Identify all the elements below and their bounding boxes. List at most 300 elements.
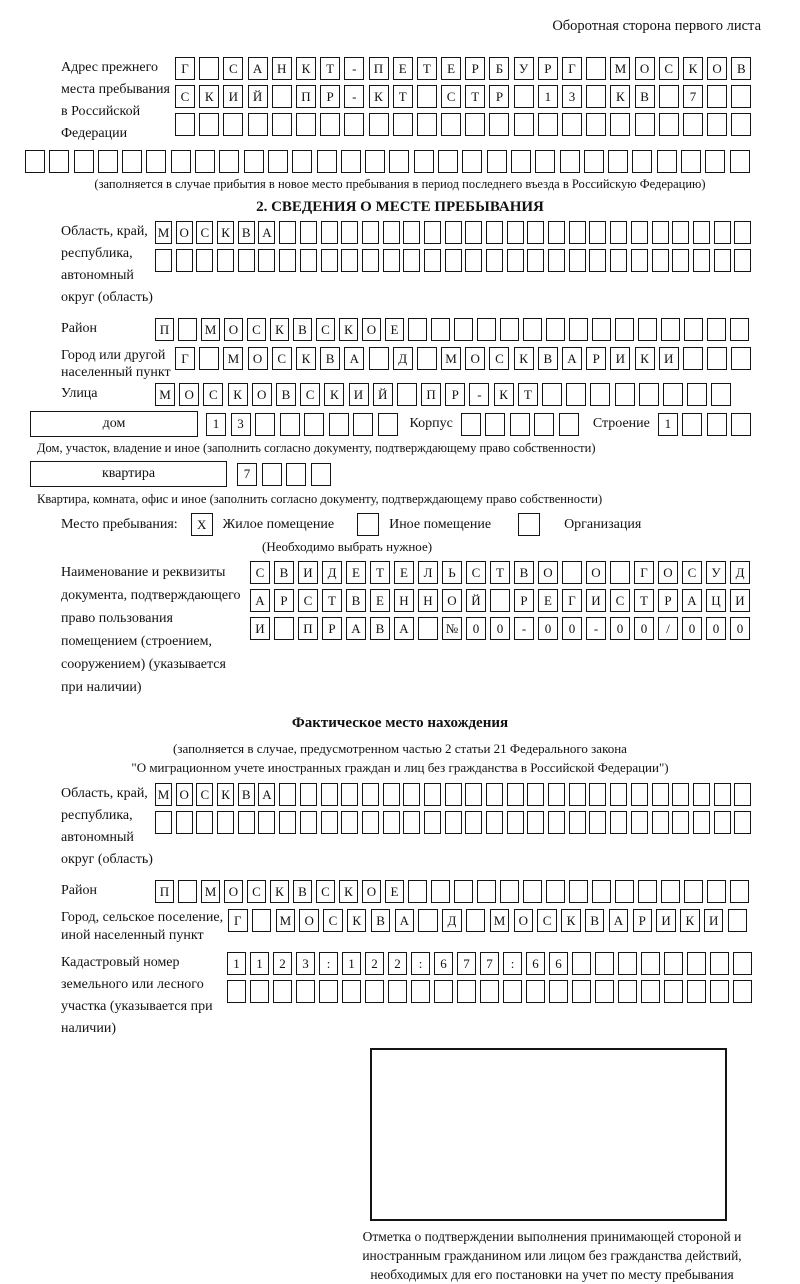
char-cell: О <box>586 561 606 584</box>
char-cell: Р <box>514 589 534 612</box>
doc-field <box>25 561 775 699</box>
char-cell <box>408 880 427 903</box>
char-cell <box>514 85 534 108</box>
char-cell: И <box>250 617 270 640</box>
char-cell: В <box>371 909 391 932</box>
char-cell: Ц <box>706 589 726 612</box>
char-cell: Б <box>489 57 509 80</box>
char-cell: К <box>217 783 234 806</box>
char-cell <box>728 909 748 932</box>
char-cell <box>175 113 195 136</box>
district-row <box>155 318 749 341</box>
char-cell: С <box>682 561 702 584</box>
char-cell: У <box>706 561 726 584</box>
char-cell: С <box>659 57 679 80</box>
char-cell <box>526 980 545 1003</box>
char-cell <box>589 783 606 806</box>
char-cell <box>672 783 689 806</box>
char-cell <box>397 383 417 406</box>
char-cell <box>155 249 172 272</box>
char-cell: О <box>224 880 243 903</box>
actual-region-row-2 <box>155 811 751 834</box>
char-cell <box>98 150 118 173</box>
char-cell <box>250 980 269 1003</box>
region-row-1 <box>155 221 751 244</box>
char-cell: : <box>411 952 430 975</box>
char-cell <box>219 150 239 173</box>
char-cell <box>268 150 288 173</box>
char-cell <box>584 150 604 173</box>
char-cell: 0 <box>466 617 486 640</box>
char-cell <box>661 880 680 903</box>
char-cell: С <box>441 85 461 108</box>
char-cell <box>730 150 750 173</box>
city-field <box>25 347 775 381</box>
char-cell <box>507 783 524 806</box>
char-cell <box>693 783 710 806</box>
char-cell <box>485 413 505 436</box>
char-cell: О <box>465 347 485 370</box>
char-cell <box>631 221 648 244</box>
char-cell: Р <box>322 617 342 640</box>
char-cell <box>683 347 703 370</box>
cadastre-row-2 <box>227 980 752 1003</box>
zhiloe-label: Жилое помещение <box>222 516 335 532</box>
char-cell: К <box>228 383 248 406</box>
char-cell <box>559 413 579 436</box>
char-cell: 6 <box>549 952 568 975</box>
char-cell <box>610 783 627 806</box>
actual-district-field <box>25 880 775 903</box>
char-cell <box>707 318 726 341</box>
char-cell: О <box>635 57 655 80</box>
char-cell <box>465 221 482 244</box>
char-cell: П <box>155 318 174 341</box>
char-cell: Р <box>633 909 653 932</box>
char-cell: - <box>514 617 534 640</box>
char-cell: О <box>362 318 381 341</box>
char-cell <box>462 150 482 173</box>
char-cell <box>514 113 534 136</box>
char-cell: К <box>514 347 534 370</box>
char-cell: Д <box>322 561 342 584</box>
char-cell <box>431 318 450 341</box>
char-cell <box>465 249 482 272</box>
char-cell <box>341 811 358 834</box>
char-cell: О <box>252 383 272 406</box>
char-cell: В <box>320 347 340 370</box>
char-cell <box>362 221 379 244</box>
char-cell: 3 <box>231 413 251 436</box>
char-cell <box>615 318 634 341</box>
char-cell: 0 <box>490 617 510 640</box>
char-cell: В <box>274 561 294 584</box>
char-cell <box>572 952 591 975</box>
char-cell: 0 <box>706 617 726 640</box>
char-cell <box>569 318 588 341</box>
char-cell <box>590 383 610 406</box>
char-cell: А <box>682 589 702 612</box>
korpus-cells <box>461 413 579 436</box>
char-cell <box>610 561 630 584</box>
char-cell: Е <box>394 561 414 584</box>
actual-district-row <box>155 880 749 903</box>
char-cell: 0 <box>538 617 558 640</box>
char-cell <box>49 150 69 173</box>
actual-region-row-1 <box>155 783 751 806</box>
char-cell: 0 <box>634 617 654 640</box>
char-cell <box>196 249 213 272</box>
char-cell <box>730 318 749 341</box>
char-cell: В <box>731 57 751 80</box>
char-cell <box>252 909 272 932</box>
char-cell: М <box>155 783 172 806</box>
char-cell <box>682 413 702 436</box>
actual-city-row <box>228 909 747 932</box>
char-cell <box>414 150 434 173</box>
char-cell <box>569 249 586 272</box>
char-cell <box>534 413 554 436</box>
char-cell <box>403 221 420 244</box>
char-cell: Й <box>248 85 268 108</box>
char-cell <box>618 952 637 975</box>
char-cell <box>687 383 707 406</box>
char-cell <box>657 150 677 173</box>
char-cell <box>569 811 586 834</box>
char-cell <box>589 811 606 834</box>
char-cell: С <box>298 589 318 612</box>
char-cell: М <box>201 880 220 903</box>
cadastre-rows <box>227 952 752 1003</box>
korpus-label: Корпус <box>409 416 453 431</box>
stroenie-label: Строение <box>592 416 650 431</box>
char-cell: С <box>466 561 486 584</box>
char-cell <box>176 249 193 272</box>
char-cell <box>507 249 524 272</box>
stay-option-org <box>518 513 641 536</box>
char-cell <box>353 413 373 436</box>
char-cell <box>341 150 361 173</box>
char-cell <box>510 413 530 436</box>
char-cell: К <box>610 85 630 108</box>
char-cell <box>342 980 361 1003</box>
char-cell <box>341 783 358 806</box>
char-cell <box>527 221 544 244</box>
prev-address-row-3 <box>175 113 751 136</box>
char-cell: А <box>258 221 275 244</box>
char-cell <box>408 318 427 341</box>
char-cell: С <box>316 880 335 903</box>
char-cell <box>296 113 316 136</box>
char-cell: - <box>344 57 364 80</box>
char-cell: Т <box>490 561 510 584</box>
char-cell <box>383 783 400 806</box>
char-cell <box>535 150 555 173</box>
char-cell <box>548 783 565 806</box>
char-cell <box>618 980 637 1003</box>
char-cell <box>638 318 657 341</box>
char-cell <box>424 249 441 272</box>
doc-row-1 <box>250 561 750 584</box>
char-cell <box>383 221 400 244</box>
char-cell <box>664 980 683 1003</box>
char-cell <box>155 811 172 834</box>
char-cell <box>687 952 706 975</box>
inoe-label: Иное помещение <box>389 516 492 532</box>
apartment-box: квартира <box>30 461 227 487</box>
char-cell: К <box>270 880 289 903</box>
char-cell <box>652 811 669 834</box>
char-cell: 7 <box>683 85 703 108</box>
char-cell <box>445 249 462 272</box>
char-cell: 3 <box>562 85 582 108</box>
char-cell <box>258 811 275 834</box>
char-cell <box>176 811 193 834</box>
char-cell: П <box>155 880 174 903</box>
char-cell <box>411 980 430 1003</box>
char-cell <box>710 952 729 975</box>
char-cell: К <box>680 909 700 932</box>
char-cell: Р <box>586 347 606 370</box>
char-cell: / <box>658 617 678 640</box>
char-cell <box>546 880 565 903</box>
char-cell <box>403 249 420 272</box>
char-cell: У <box>514 57 534 80</box>
stamp-box <box>370 1048 727 1221</box>
doc-row-2 <box>250 589 750 612</box>
char-cell <box>296 980 315 1003</box>
actual-region-rows <box>155 783 751 834</box>
char-cell <box>195 150 215 173</box>
char-cell: Л <box>418 561 438 584</box>
char-cell: Т <box>465 85 485 108</box>
stay-type-label: Место пребывания: <box>61 516 178 532</box>
char-cell: И <box>704 909 724 932</box>
char-cell: П <box>421 383 441 406</box>
char-cell: 0 <box>730 617 750 640</box>
char-cell: 1 <box>538 85 558 108</box>
char-cell: Т <box>320 57 340 80</box>
district-label: Район <box>61 321 97 336</box>
char-cell: 1 <box>342 952 361 975</box>
char-cell: Й <box>466 589 486 612</box>
char-cell <box>549 980 568 1003</box>
char-cell <box>734 811 751 834</box>
char-cell: 1 <box>658 413 678 436</box>
char-cell: К <box>339 318 358 341</box>
char-cell: С <box>316 318 335 341</box>
char-cell <box>595 952 614 975</box>
char-cell <box>300 221 317 244</box>
char-cell: В <box>538 347 558 370</box>
char-cell <box>566 383 586 406</box>
prev-address-row-4 <box>25 150 775 173</box>
char-cell: Г <box>228 909 248 932</box>
char-cell <box>74 150 94 173</box>
char-cell <box>122 150 142 173</box>
char-cell <box>489 113 509 136</box>
char-cell: П <box>296 85 316 108</box>
char-cell <box>417 113 437 136</box>
char-cell: Н <box>272 57 292 80</box>
char-cell <box>610 113 630 136</box>
char-cell <box>731 413 751 436</box>
char-cell <box>684 880 703 903</box>
char-cell: И <box>298 561 318 584</box>
char-cell: Е <box>346 561 366 584</box>
char-cell: Т <box>417 57 437 80</box>
char-cell <box>733 952 752 975</box>
region-row-2 <box>155 249 751 272</box>
char-cell <box>572 980 591 1003</box>
char-cell <box>362 249 379 272</box>
char-cell: Т <box>518 383 538 406</box>
char-cell <box>403 811 420 834</box>
char-cell <box>486 811 503 834</box>
char-cell: Ь <box>442 561 462 584</box>
char-cell <box>610 249 627 272</box>
char-cell: Д <box>730 561 750 584</box>
char-cell <box>589 249 606 272</box>
char-cell <box>272 85 292 108</box>
char-cell <box>418 909 438 932</box>
page-corner-note: Оборотная сторона первого листа <box>552 18 761 34</box>
char-cell: М <box>441 347 461 370</box>
char-cell <box>445 783 462 806</box>
char-cell: Р <box>489 85 509 108</box>
house-row <box>25 411 775 437</box>
char-cell <box>711 383 731 406</box>
actual-district-label: Район <box>61 883 97 898</box>
char-cell <box>341 221 358 244</box>
cadastre-field <box>25 952 775 1040</box>
char-cell <box>595 980 614 1003</box>
char-cell: П <box>369 57 389 80</box>
char-cell: Г <box>562 57 582 80</box>
char-cell: С <box>196 221 213 244</box>
char-cell <box>507 811 524 834</box>
char-cell: 3 <box>296 952 315 975</box>
char-cell <box>171 150 191 173</box>
char-cell <box>321 811 338 834</box>
char-cell: Е <box>385 880 404 903</box>
char-cell: В <box>635 85 655 108</box>
char-cell <box>652 783 669 806</box>
char-cell: Р <box>538 57 558 80</box>
char-cell: М <box>155 221 172 244</box>
char-cell: М <box>155 383 175 406</box>
char-cell: В <box>370 617 390 640</box>
char-cell <box>217 249 234 272</box>
char-cell: С <box>175 85 195 108</box>
char-cell <box>687 980 706 1003</box>
char-cell <box>341 249 358 272</box>
char-cell <box>329 413 349 436</box>
prev-address-row-2 <box>175 85 751 108</box>
char-cell: О <box>658 561 678 584</box>
char-cell <box>586 113 606 136</box>
char-cell <box>707 413 727 436</box>
char-cell: 2 <box>273 952 292 975</box>
char-cell <box>714 221 731 244</box>
char-cell <box>548 249 565 272</box>
char-cell <box>279 249 296 272</box>
char-cell <box>457 980 476 1003</box>
char-cell: 6 <box>526 952 545 975</box>
char-cell <box>319 980 338 1003</box>
char-cell: А <box>258 783 275 806</box>
char-cell: К <box>369 85 389 108</box>
char-cell <box>417 85 437 108</box>
char-cell <box>569 880 588 903</box>
char-cell: О <box>514 909 534 932</box>
char-cell <box>560 150 580 173</box>
org-label: Организация <box>564 516 642 532</box>
char-cell <box>25 150 45 173</box>
char-cell: К <box>561 909 581 932</box>
char-cell: 7 <box>237 463 257 486</box>
char-cell <box>592 318 611 341</box>
char-cell: 7 <box>457 952 476 975</box>
char-cell <box>693 249 710 272</box>
char-cell <box>244 150 264 173</box>
actual-location-note-2: "О миграционном учете иностранных граждан и лиц без гражданства в Российской Федерации") <box>131 760 669 775</box>
char-cell <box>445 811 462 834</box>
char-cell <box>441 113 461 136</box>
char-cell: Р <box>445 383 465 406</box>
char-cell <box>258 249 275 272</box>
prev-address-note: (заполняется в случае прибытия в новое место пребывания в период последнего въезда в Российскую Федерацию) <box>94 177 706 191</box>
char-cell <box>279 221 296 244</box>
char-cell <box>362 811 379 834</box>
char-cell <box>248 113 268 136</box>
region-field <box>25 221 775 309</box>
char-cell <box>562 113 582 136</box>
stamp-caption: Отметка о подтверждении выполнения принимающей стороной и иностранным гражданином или лицом без гражданства действий, необходимых для его постановки на учет по месту пребывания <box>362 1229 742 1282</box>
char-cell <box>369 347 389 370</box>
char-cell <box>546 318 565 341</box>
char-cell <box>659 113 679 136</box>
char-cell <box>693 221 710 244</box>
char-cell <box>659 85 679 108</box>
char-cell <box>631 249 648 272</box>
char-cell <box>431 880 450 903</box>
char-cell: В <box>293 318 312 341</box>
apartment-cells <box>237 463 331 486</box>
char-cell: И <box>586 589 606 612</box>
char-cell: К <box>270 318 289 341</box>
char-cell <box>279 811 296 834</box>
char-cell <box>731 85 751 108</box>
char-cell <box>693 811 710 834</box>
char-cell <box>503 980 522 1003</box>
char-cell <box>454 318 473 341</box>
char-cell <box>681 150 701 173</box>
char-cell <box>707 880 726 903</box>
char-cell: 1 <box>250 952 269 975</box>
char-cell: О <box>362 880 381 903</box>
char-cell <box>393 113 413 136</box>
char-cell <box>480 980 499 1003</box>
char-cell <box>511 150 531 173</box>
char-cell: С <box>272 347 292 370</box>
char-cell <box>438 150 458 173</box>
char-cell <box>638 880 657 903</box>
char-cell <box>273 980 292 1003</box>
char-cell: С <box>223 57 243 80</box>
zhiloe-checkbox: X <box>191 513 213 536</box>
char-cell: И <box>610 347 630 370</box>
